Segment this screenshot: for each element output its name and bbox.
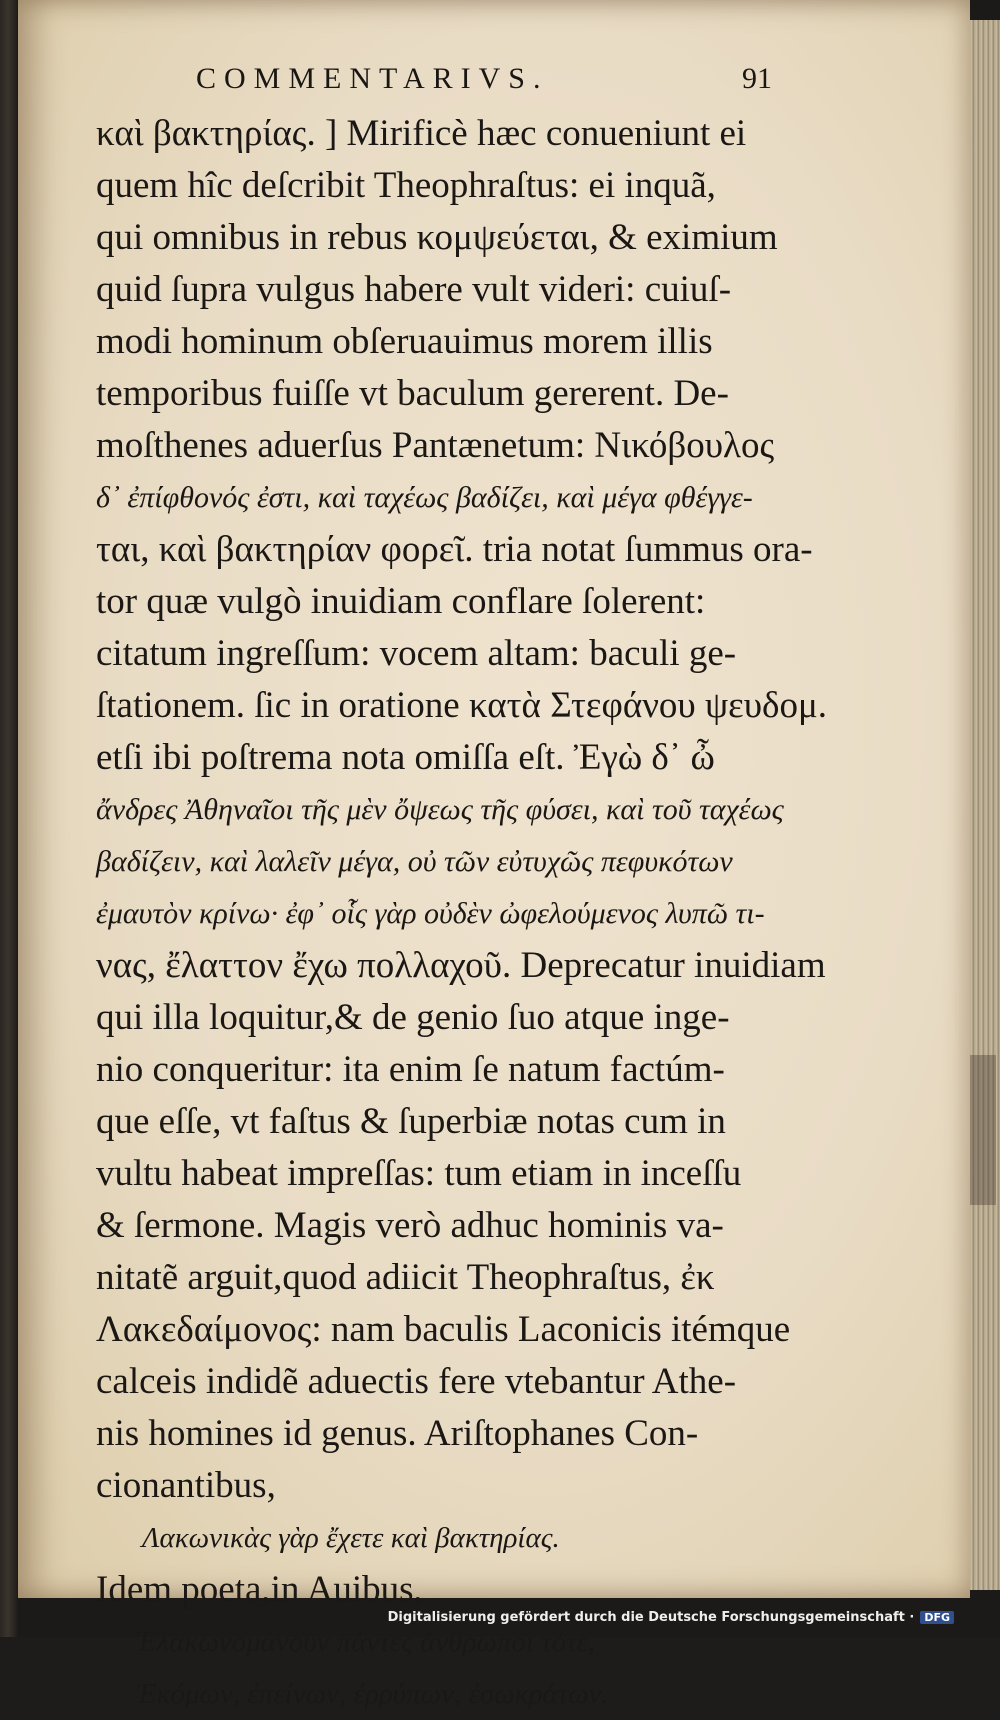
text-line: nitatẽ arguit,quod adiicit Theophraſtus, ἐκ bbox=[96, 1257, 715, 1298]
page-edges bbox=[970, 20, 1000, 1590]
text-line: quid ſupra vulgus habere vult videri: cuiuſ- bbox=[96, 269, 732, 310]
text-line: tor quæ vulgò inuidiam conflare ſolerent: bbox=[96, 581, 706, 622]
text-line: modi hominum obſeruauimus morem illis bbox=[96, 321, 713, 362]
text-line: moſthenes aduerſus Pantænetum: Νικόβουλος bbox=[96, 425, 775, 466]
text-line: temporibus fuiſſe vt baculum gererent. De- bbox=[96, 373, 729, 414]
verse-quote: Ἐλακωνομάνουν πάντες ἄνθρωποι τότε, bbox=[136, 1626, 596, 1658]
dfg-logo: DFG bbox=[920, 1611, 954, 1624]
text-line: nis homines id genus. Ariſtophanes Con- bbox=[96, 1413, 699, 1454]
greek-line: ἄνδρες Ἀθηναῖοι τῆς μὲν ὄψεως τῆς φύσει, καὶ τοῦ ταχέως bbox=[96, 793, 784, 826]
text-line: vultu habeat impreſſas: tum etiam in inceſſu bbox=[96, 1153, 742, 1194]
text-line: nio conqueritur: ita enim ſe natum factúm- bbox=[96, 1049, 725, 1090]
text-line: Λακεδαίμονος: nam baculis Laconicis itémque bbox=[96, 1309, 791, 1350]
text-line: que eſſe, vt faſtus & ſuperbiæ notas cum in bbox=[96, 1101, 726, 1142]
text-line: ſtationem. ſic in oratione κατὰ Στεφάνου ψευδομ. bbox=[96, 685, 828, 726]
text-line: calceis indidẽ aduectis fere vtebantur Athe- bbox=[96, 1361, 737, 1402]
running-head: COMMENTARIVS. bbox=[196, 62, 549, 95]
text-line: qui illa loquitur,& de genio ſuo atque inge- bbox=[96, 997, 730, 1038]
credit-text: Digitalisierung gefördert durch die Deutsche Forschungsgemeinschaft · bbox=[387, 1610, 915, 1625]
verse-quote: Ἐκόμων, ἐπείνων, ἐρρύπων, ἐσωκράτων. bbox=[136, 1678, 609, 1710]
text-line: quem hîc deſcribit Theophraſtus: ei inquã, bbox=[96, 165, 716, 206]
text-line: ται, καὶ βακτηρίαν φορεῖ. tria notat ſummus ora- bbox=[96, 529, 813, 570]
text-line: & ſermone. Magis verò adhuc hominis va- bbox=[96, 1205, 724, 1246]
greek-line: ἐμαυτὸν κρίνω· ἐφ᾽ οἷς γὰρ οὐδὲν ὠφελούμενος λυπῶ τι- bbox=[96, 897, 765, 930]
page-number: 91 bbox=[742, 62, 772, 95]
text-line: cionantibus, bbox=[96, 1465, 276, 1506]
text-line: citatum ingreſſum: vocem altam: baculi ge- bbox=[96, 633, 737, 674]
text-line: καὶ βακτηρίας. ] Mirificè hæc conueniunt ei bbox=[96, 113, 747, 154]
body-text bbox=[96, 108, 828, 1720]
greek-line: βαδίζειν, καὶ λαλεῖν μέγα, οὐ τῶν εὐτυχῶς πεφυκότων bbox=[96, 845, 733, 878]
text-line: Idem poeta,in Auibus, bbox=[96, 1569, 423, 1610]
text-line: qui omnibus in rebus κομψεύεται, & eximium bbox=[96, 217, 778, 258]
digitization-credit bbox=[388, 1610, 954, 1625]
greek-line: δ᾽ ἐπίφθονός ἐστι, καὶ ταχέως βαδίζει, καὶ μέγα φθέγγε- bbox=[96, 481, 753, 514]
text-line: νας, ἔλαττον ἔχω πολλαχοῦ. Deprecatur inuidiam bbox=[96, 945, 826, 986]
text-line: etſi ibi poſtrema nota omiſſa eſt. Ἐγὼ δ᾽ ὦ bbox=[96, 737, 715, 778]
verse-quote: Λακωνικὰς γὰρ ἔχετε καὶ βακτηρίας. bbox=[142, 1522, 560, 1554]
